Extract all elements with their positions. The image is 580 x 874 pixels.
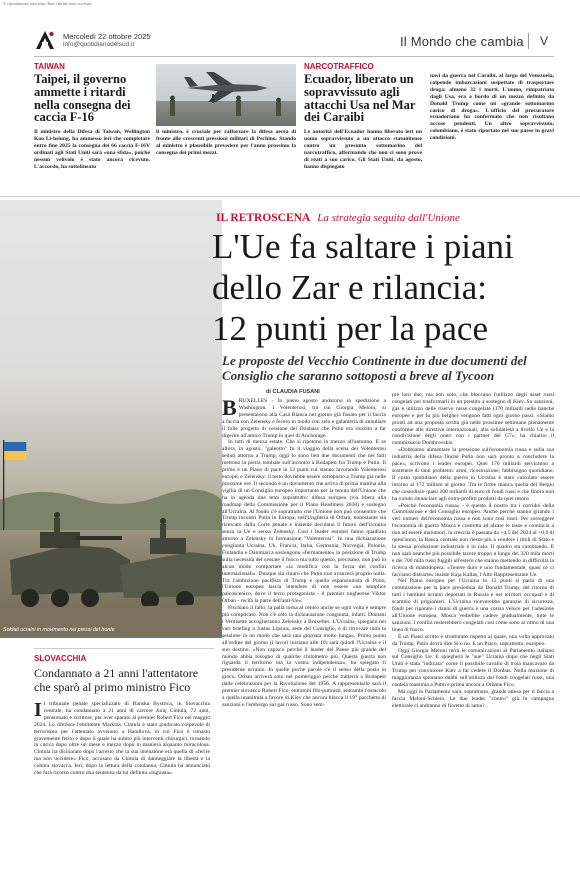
taiwan-kicker: TAIWAN bbox=[34, 62, 65, 71]
ecuador-text-col2: navi da guerra nei Caraibi, al largo del Venezuela, colpendo imbarcazioni sospettate di trasportare droga: almeno 32 i morti. L'uomo, rimpatriato dagli Usa, era a bordo di un mezzo definito da Donald Trump come un «grande sottomarino carico di droga». L'ufficio del procuratore ecuadoriano ha confermato che non risultano accuse pendenti. Un altro sopravvissuto, colombiano, è stato riportato nel suo paese in gravi condizioni. bbox=[430, 73, 554, 142]
page-number: V bbox=[540, 34, 549, 48]
taiwan-text-col2: il ministro, è cruciale per rafforzare la difesa aerea di fronte alle crescenti pressioni militari di Pechino. Stando al ministro è plausibile prevedere per l'anno prossimo la consegna dei primi mezzi. bbox=[156, 129, 296, 156]
main-headline bbox=[212, 226, 562, 349]
copyright-notice: © riproduzione riservata. Tutti i diritti sono riservati bbox=[3, 1, 92, 6]
main-photo-caption: Soldati ucraini in movimento nei pressi del fronte bbox=[3, 627, 115, 633]
main-col2-paragraph-2: «Dobbiamo aumentare la pressione sull'economia russa e sulla sua industria della difesa finché Putin non sarà pronto a concludere la pace», scrivono i leader europei. Quei 170 miliardi serviranno a sostenere di tanti problemi: armi, ricostruzione, fabbisogno quotidiano. Il costo quotidiano della guerra in Ucraina è stato calcolato essere intorno ai 172 milioni al giorno. Tra le firme manca quella del Belgio che custodisce quasi 200 miliardi di euro di fondi russi e che finora non ha voluto rinunciare agli extra-profitti prodotti da quei tesoro. bbox=[392, 447, 554, 502]
main-deck: Le proposte del Vecchio Continente in due documenti del Consiglio che saranno sottoposti a breve al Tycoon bbox=[222, 353, 527, 383]
main-text-col2 bbox=[392, 392, 554, 862]
newspaper-logo-icon bbox=[34, 29, 56, 51]
main-col2-paragraph-6: Oggi Giorgia Meloni terrà le comunicazioni al Parlamento italiano sul Consiglio Ue. E spiegherà le "sue" Ucraina dopo che negli Stati Uniti è stata "indicata" come il possibile cavallo di troia mancavato da Trump per convincere Kiev a far cedere il Donbas. Nella mozione di maggioranza spuntano dubbi sull'utilizzo dei fondi congelati russi, una cautela massima a Putin e prima ancora a Orbane Fico. bbox=[392, 647, 554, 689]
slovakia-headline: Condannato a 21 anni l'attentatore che sparò al primo ministro Fico bbox=[34, 666, 199, 694]
slovakia-kicker: SLOVACCHIA bbox=[34, 654, 87, 663]
ecuador-headline: Ecuador, liberato un sopravvissuto agli attacchi Usa nel Mar dei Caraibi bbox=[304, 72, 416, 125]
ecuador-article bbox=[304, 62, 554, 192]
main-byline: di CLAUDIA FUSANI bbox=[266, 389, 320, 395]
issue-date: Mercoledì 22 ottobre 2025 bbox=[63, 32, 151, 41]
section-rule bbox=[0, 196, 580, 197]
ecuador-kicker: NARCOTRAFFICO bbox=[304, 62, 374, 71]
slovakia-dropcap: I bbox=[34, 699, 42, 721]
taiwan-photo bbox=[156, 64, 296, 126]
main-text-col1 bbox=[222, 398, 386, 858]
slovakia-article bbox=[34, 648, 214, 868]
main-col1-paragraph-3: Fischiato il fallo, la palla torna al centro anche se ogni volta è sempre più complicato. Non c'è solo la dichiarazione congiunta, infatti. Domani i Ventisette accoglieranno Zelensky a Bruxelles. L'Ucraina, spiegano nei vari briefing a Justus Lipsius, sede del Consiglio, è di ritrovare tutta la sessione in un modo che sarà una giornata molto lunga». Primo punto all'ordine del giorno (i lavori iniziano alle 10) sarà quindi l'Ucraina e il suo destino. «Non capisco perché il leader del Paese più grande del mondo abbia bisogno di qualche chilometro più. Questa guerra non riguarda il territorio ma la vostra indipendenza», ha spiegato il presidente ucraino. In quelle poche parole c'è il senso della posta in gioco. Orban arriverà solo nel pomeriggio perché tratterrà a Budapest dalle celebrazioni per la Rivoluzione del 1956. A rappresentarlo sarà il premier slovacco Robert Fico, entrambi filo-putinisti, entrambi l'ostacolo a quella unanimità a favore di Kiev che ancora blocca il 19° pacchetto di sanzioni e l'embargo sul gas russo. Sono sem- bbox=[222, 605, 386, 708]
main-kicker: IL RETROSCENA bbox=[216, 212, 311, 224]
slovakia-text-body: l tribunale penale specializzato di Banska Bystrica, in Slovacchia centrale, ha condannato a 21 anni di carcere Juraj Cintula, 72 anni, pensionato e scrittore, per aver sparato al premier Robert Fico nel maggio 2024. Lo riferisce l'emittente Markiza. Cintula è stato giudicato colpevole di terrorismo per l'attentato avvenuto a Handlova, in cui Fico è rimasto gravemente ferito e dopo il quale ha subito più interventi chirurgici, tornando in carica dopo oltre un mese e mezzo dopo in maniera alquanto miracolosa. Cintula ha dichiarato dopo l'arresto che la sua intenzione era quella di «ferire ma non uccidere» Fico, accusato da Cintula di danneggiare la libertà e la cultura slovacca. Ieri, dopo la lettura della condanna, Cintula ha annunciato che farà ricorso contro una sentenza da lui definita «ingiusta». bbox=[34, 701, 210, 777]
ecuador-text-col1: Le autorità dell'Ecuador hanno liberato ieri un uomo sopravvissuto a un attacco statunitense contro un presunto sottomarino del narcotraffico, affermando che non ci sono prove di reati a suo carico. Gli Stati Uniti, da agosto, hanno dispiegato bbox=[304, 129, 422, 170]
main-col2-paragraph-4: Nel Piano europeo per l'Ucraina in 12 punti si parla di una commissione per la pace presieduta da Donald Trump, del ritorno di tutti i bambini ucraini deportati in Russia e nei territori occupati e di scambio di prigionieri. L'Ucraina riceverebbe garanzie di sicurezza, fondi per riparare i danni di guerra e una corsia veloce per l'adesione all'Unione europea. Mosca vedrebbe cadere gradualmente, tutte le sanzioni. I confini resterebbero congelati così come sono al ritmo di una linea di fuoco. bbox=[392, 578, 554, 633]
main-col2-paragraph-7: Ma oggi in Parlamento sarà, soprattutto, grande attesa per il faccia a faccia Meloni-Schlein. Le due leader "contro" già in campagna elettorale ci andranno di fioretto di lama? . bbox=[392, 688, 554, 709]
main-col1-paragraph-1: RUXELLES - In pieno agosto andarono in spedizione a Washington. I Volenterosi, tra cui Giorgia Meloni, si presentarono alla Casa Bianca nel giorno già fissato per il faccia a faccia con Zelensky e fecero in modo con zelo e galanteria di annullare il folle progetto di cessione del Donbass che Putin era riuscito a far digerire all'amico Trump in quel di Anchorage. bbox=[222, 398, 386, 439]
contact-email: info@quotidianodelsud.it bbox=[63, 41, 135, 48]
taiwan-article bbox=[34, 62, 296, 192]
main-headline-line-1: L'Ue fa saltare i piani bbox=[212, 227, 514, 266]
main-headline-line-2: dello Zar e rilancia: bbox=[212, 268, 487, 307]
masthead-rule bbox=[34, 56, 554, 57]
main-dropcap: B bbox=[222, 398, 237, 420]
taiwan-headline: Taipei, il governo ammette i ritardi nella consegna dei caccia F-16 bbox=[34, 72, 131, 125]
main-col1-paragraph-2: In tutti di mezza estate. Che si ripetono in mezzo all'autunno. E se allora, in agosto, "galeotto" fu il viaggio della scena dei Volenterosi seduti attorno a Trump, oggi lo sono ben due documenti che nei fatti mettono la pietra tombale sull'incontro a Budapest fra Trump e Putin. Il primo è un Piano di pace in 12 punti cui stanno lavorando Volenterosi europei e Zelensky: il testo dovrebbe essere sottoposto a Trump già nelle prossime ore. Il secondo è un documento che arriva di prima mattina alla vigilia di un Consiglio europeo importante per la tenuta dell'Unione che ha in agenda due temi soprattutto: difesa europea (via libera alla roadmap della Commissione per il Piano Readiness 2030) e sostegno all'Ucraina. Al fondo c'è soprattutto che l'Unione non può consentire che Trump incontri Putin in Europa, nell'Ungheria di Orban, nonostante sia ricercato dalla Corte penale e insieme decidano il futuro dell'Ucraina senza la Ue e senza Zelensky. Così i leader europei fanno quadrato attorno a Zelensky in formazione "Volenterosi". In una dichiarazione congiunta Ucraina, Uk, Francia, Italia, Germania, Norvegia, Polonia, Finlandia e Danimarca sostengono «fermamente» la posizione di Trump sulla necessità del cessate il fuoco ma tutto questo, precisano, non può in alcun modo comportare «la modifica con la forza dei confini internazionali». Dunque sia chiaro che Putin non avanzerà proprio nulla. Tra l'ambizione pacifista di Trump e quella espansionista di Putin, l'Unione europea lascia intendere di non essere «un semplice palcoscenico, dove il terzo protagonista - il premier ungherese Viktor Orban - recita la parte dell'anti-Ue». bbox=[222, 439, 386, 605]
section-title: Il Mondo che cambia bbox=[400, 34, 524, 49]
slovakia-text bbox=[34, 701, 210, 777]
main-headline-line-3: 12 punti per la pace bbox=[212, 309, 489, 348]
main-photo bbox=[0, 200, 222, 638]
main-kicker-row bbox=[216, 208, 556, 224]
header-divider bbox=[528, 33, 529, 49]
taiwan-text-col1: Il ministro della Difesa di Taiwan, Wellington Koo Li-hsiung, ha ammesso ieri che completare entro fine 2025 la consegna dei 66 caccia F-16V ordinati agli Stati Uniti sarà «una sfida», poiché nessun velivolo è stato ancora ricevuto. L'accordo, ha sottolineato bbox=[34, 129, 150, 170]
main-col2-paragraph-3: «Poiché l'economia russa» - è questo il nostro tra i corridoi della Commissione e del Consiglio europeo. Anche perché stanno girando i veri numeri dell'economia russa e non sono così rosei. Per sorreggere l'economia di guerra Mosca è costretta ad alzare le tasse e comincia a non ad essere malumori, la crescita è passata da +4,5 del 2024 al +0,6 di quest'anno, la Banca centrale non riesce più a vendere i titoli di Stato e la stessa produzione industriale è in calo. Il quadro sta cambiando. E non sarà neanche più possibile tacere troppo a lungo dei 320 mila morti e dei 700 mila russi fuggiti all'estero che stanno mettendo in difficoltà la ricerca di manodopera. «Tenere duro e uno fondamentale, quasi ce ci facciano distrarre» insiste Kaja Kallas, l'Alto Rappresentante Ue. bbox=[392, 502, 554, 578]
main-kicker-sub: La strategia seguita dall'Unione bbox=[317, 212, 460, 224]
main-col2-paragraph-5: È un Piano scritto e strutturato rispetto al quale, una volta approvato da Trump, Putin dovrà dire Sì o no. E un Piaco, soprattutto, europeo. bbox=[392, 633, 554, 647]
main-col2-paragraph-1: pre loro due, ma non solo, che bloccano l'utilizzo degli asset russi congelati per trasformarli in un prestito a sostegno di Kiev. Su sanzioni, gas e utilizzo delle riserve russe congelate (170 miliardi nelle banche europee e per lo più belghe) vengono fatti ogni giorno passi. «Siamo pronti ad una proposta scritta già nelle prossime settimane pienamente conforme alle direttive internazionali, alla solidarietà a livello Ue e la condivisione degli oneri con i partner del G7», ha chiarito il commissario Dombrovskis. bbox=[392, 392, 554, 447]
